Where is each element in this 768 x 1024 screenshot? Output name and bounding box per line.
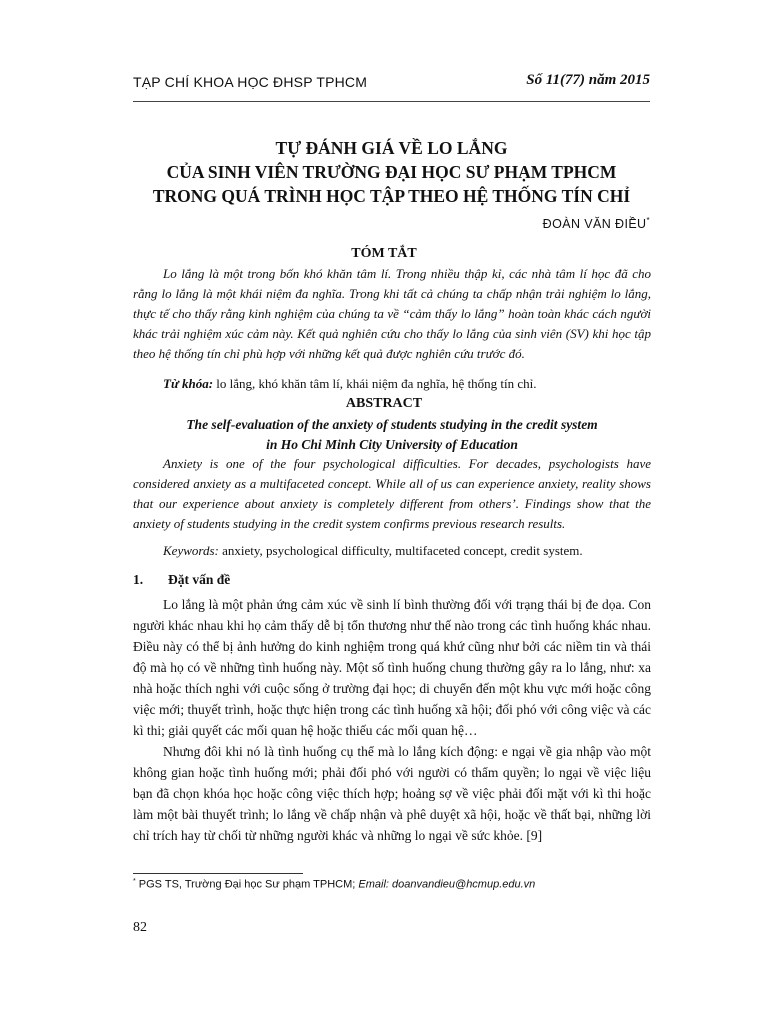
keywords-vi: [163, 376, 651, 392]
title-line-3: TRONG QUÁ TRÌNH HỌC TẬP THEO HỆ THỐNG TÍN CHỈ: [152, 186, 631, 206]
page-number: 82: [133, 920, 147, 935]
keywords-vi-list: lo lắng, khó khăn tâm lí, khái niệm đa nghĩa, hệ thống tín chỉ.: [213, 376, 537, 391]
title-line-2: CỦA SINH VIÊN TRƯỜNG ĐẠI HỌC SƯ PHẠM TPHCM: [166, 162, 617, 182]
footnote-text: PGS TS, Trường Đại học Sư phạm TPHCM;: [135, 878, 359, 891]
abstract-title: [133, 415, 651, 455]
section-1-heading: [133, 572, 230, 588]
abstract-title-line-1: The self-evaluation of the anxiety of students studying in the credit system: [186, 417, 598, 432]
abstract-text: Anxiety is one of the four psychological difficulties. For decades, psychologists have considered anxiety as a multifaceted concept. While all of us can experience anxiety, reality shows that our experience about anxiety is completely different from others’. Findings show that the anxiety of students studying in the credit system confirms previous research results.: [133, 456, 651, 531]
keywords-vi-label: Từ khóa:: [163, 376, 214, 391]
issue-number: Số 11(77) năm 2015: [526, 72, 650, 88]
title-line-1: TỰ ĐÁNH GIÁ VỀ LO LẮNG: [275, 138, 508, 158]
author-name: ĐOÀN VĂN ĐIỀU: [542, 217, 647, 232]
summary-heading: TÓM TẮT: [351, 246, 417, 261]
section-1-paragraph-2: Nhưng đôi khi nó là tình huống cụ thể mà lo lắng kích động: e ngại về gia nhập vào một không gian hoặc tình huống mới; phải đối phó với người có thẩm quyền; lo ngại về việc liệu bạn đã chọn khóa học hoặc công việc thích hợp; hoảng sợ về việc phải đối mặt với kì thi hoặc làm một bài thuyết trình; lo lắng về chấp nhận và phê duyệt xã hội, hoặc về thất bại, những lời chỉ trích hay từ chối từ những người khác và những lo ngại về sức khỏe. [9]: [133, 744, 651, 843]
footnote-mark: *: [133, 878, 136, 885]
header-rule: [133, 101, 650, 102]
section-1-paragraph-1: Lo lắng là một phản ứng cảm xúc về sinh lí bình thường đối với trạng thái bị đe dọa. Con người khác nhau khi họ cảm thấy dễ bị tổn thương như thế nào trong các tình huống khác nhau. Điều này có thể bị ảnh hưởng do kinh nghiệm trong quá khứ cũng như bởi các niềm tin và thái độ mà họ có về những tình huống này. Một số tình huống chung thường gây ra lo lắng, như: xa nhà hoặc thích nghi với cuộc sống ở trường đại học; di chuyển đến một khu vực mới hoặc công việc mới; thuyết trình, hoặc thực hiện trong các tình huống xã hội; đối phó với công việc và các kì thi; giải quyết các mối quan hệ hoặc thiếu các mối quan hệ…: [133, 597, 651, 738]
section-1-number: 1.: [133, 572, 144, 587]
journal-name: TẠP CHÍ KHOA HỌC ĐHSP TPHCM: [133, 74, 368, 90]
section-1-title: Đặt vấn đề: [168, 572, 231, 587]
footnote-rule: [133, 873, 303, 874]
article-title: [100, 136, 683, 208]
author-footnote: [133, 878, 658, 891]
summary-text: Lo lắng là một trong bốn khó khăn tâm lí. Trong nhiều thập kỉ, các nhà tâm lí học đã cho rằng lo lắng là một khái niệm đa nghĩa. Trong khi tất cả chúng ta chấp nhận trải nghiệm lo lắng, thực tế cho thấy rằng kinh nghiệm của chúng ta về “cảm thấy lo lắng” hoàn toàn khác cách người khác trải nghiệm xúc cảm này. Kết quả nghiên cứu cho thấy lo lắng của sinh viên (SV) khi học tập theo hệ thống tín chỉ phù hợp với những kết quả được nghiên cứu trước đó.: [133, 266, 651, 361]
running-header: [133, 74, 650, 98]
footnote-email: Email: doanvandieu@hcmup.edu.vn: [358, 878, 536, 891]
abstract-heading: ABSTRACT: [345, 396, 423, 411]
keywords-en-list: anxiety, psychological difficulty, multifaceted concept, credit system.: [218, 543, 583, 558]
keywords-en-label: Keywords:: [163, 543, 219, 558]
author-footnote-mark: *: [646, 216, 650, 225]
keywords-en: [163, 543, 651, 559]
author: [543, 216, 650, 231]
abstract-title-line-2: in Ho Chi Minh City University of Education: [266, 437, 518, 452]
